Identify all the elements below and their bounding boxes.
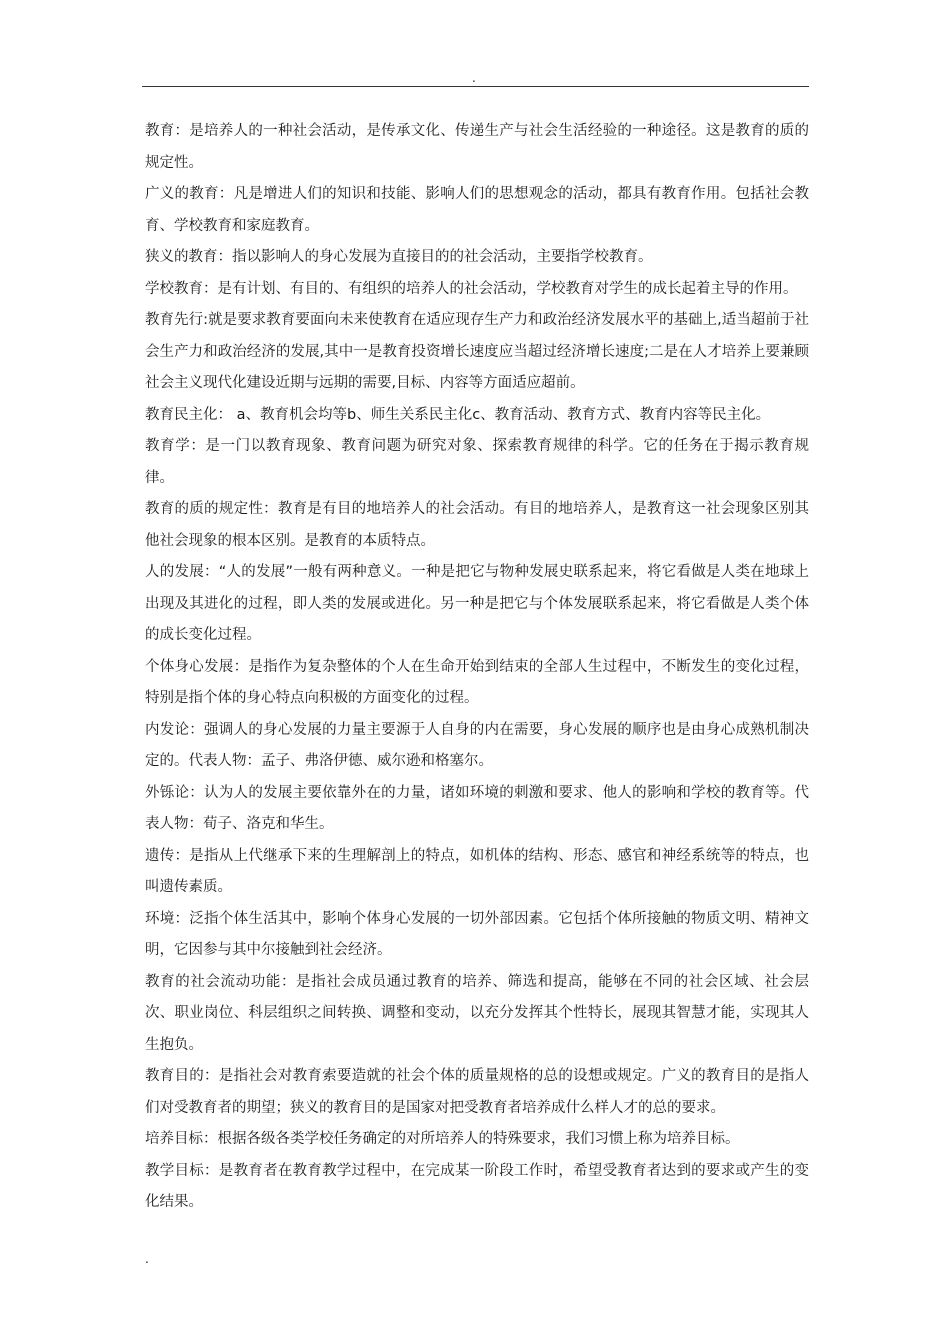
paragraph-broad-education: 广义的教育：凡是增进人们的知识和技能、影响人们的思想观念的活动，都具有教育作用。包括社会教育、学校教育和家庭教育。 [145, 186, 809, 234]
paragraph-heredity: 遗传：是指从上代继承下来的生理解剖上的特点，如机体的结构、形态、感官和神经系统等的特点，也叫遗传素质。 [145, 847, 809, 895]
paragraph-social-mobility: 教育的社会流动功能：是指社会成员通过教育的培养、筛选和提高，能够在不同的社会区域、社会层次、职业岗位、科层组织之间转换、调整和变动，以充分发挥其个性特长，展现其智慧才能，实现其人生抱负。 [145, 973, 809, 1053]
paragraph-democratization: 教育民主化： a、教育机会均等b、师生关系民主化c、教育活动、教育方式、教育内容等民主化。 [145, 406, 771, 423]
footer-mark: . [145, 1252, 149, 1266]
header-mark: . [472, 71, 476, 85]
paragraph-individual-development: 个体身心发展：是指作为复杂整体的个人在生命开始到结束的全部人生过程中，不断发生的变化过程，特别是指个体的身心特点向积极的方面变化的过程。 [145, 658, 809, 706]
paragraph-environment: 环境：泛指个体生活其中，影响个体身心发展的一切外部因素。它包括个体所接触的物质文明、精神文明，它因参与其中尔接触到社会经济。 [145, 910, 809, 958]
paragraph-qualitative-definition: 教育的质的规定性：教育是有目的地培养人的社会活动。有目的地培养人，是教育这一社会现象区别其他社会现象的根本区别。是教育的本质特点。 [145, 501, 809, 549]
paragraph-training-goal: 培养目标：根据各级各类学校任务确定的对所培养人的特殊要求，我们习惯上称为培养目标。 [145, 1131, 740, 1147]
paragraph-teaching-goal: 教学目标：是教育者在教育教学过程中，在完成某一阶段工作时，希望受教育者达到的要求或产生的变化结果。 [145, 1162, 809, 1210]
paragraph-school-education: 学校教育：是有计划、有目的、有组织的培养人的社会活动，学校教育对学生的成长起着主导的作用。 [145, 280, 798, 297]
paragraph-endogenous-theory: 内发论：强调人的身心发展的力量主要源于人自身的内在需要，身心发展的顺序也是由身心成熟机制决定的。代表人物：孟子、弗洛伊德、威尔逊和格塞尔。 [145, 721, 809, 769]
paragraph-education: 教育：是培养人的一种社会活动，是传承文化、传递生产与社会生活经验的一种途径。这是教育的质的规定性。 [145, 123, 809, 171]
paragraph-education-aim: 教育目的：是指社会对教育索要造就的社会个体的质量规格的总的设想或规定。广义的教育目的是指人们对受教育者的期望；狭义的教育目的是国家对把受教育者培养成什么样人才的总的要求。 [145, 1068, 809, 1116]
paragraph-education-first: 教育先行:就是要求教育要面向未来使教育在适应现存生产力和政治经济发展水平的基础上,适当超前于社会生产力和政治经济的发展,其中一是教育投资增长速度应当超过经济增长速度;二是在人才培养上要兼顾社会主义现代化建设近期与远期的需要,目标、内容等方面适应超前。 [145, 312, 809, 391]
paragraph-pedagogy: 教育学：是一门以教育现象、教育问题为研究对象、探索教育规律的科学。它的任务在于揭示教育规律。 [145, 438, 809, 486]
paragraph-narrow-education: 狭义的教育：指以影响人的身心发展为直接目的的社会活动，主要指学校教育。 [145, 249, 653, 265]
document-body [145, 116, 809, 1219]
header-rule [142, 86, 809, 87]
paragraph-exogenous-theory: 外铄论：认为人的发展主要依靠外在的力量，诸如环境的刺激和要求、他人的影响和学校的教育等。代表人物：荀子、洛克和华生。 [145, 784, 809, 832]
paragraph-human-development: 人的发展：“人的发展”一般有两种意义。一种是把它与物种发展史联系起来，将它看做是人类在地球上出现及其进化的过程，即人类的发展或进化。另一种是把它与个体发展联系起来，将它看做是人类个体的成长变化过程。 [145, 564, 809, 643]
